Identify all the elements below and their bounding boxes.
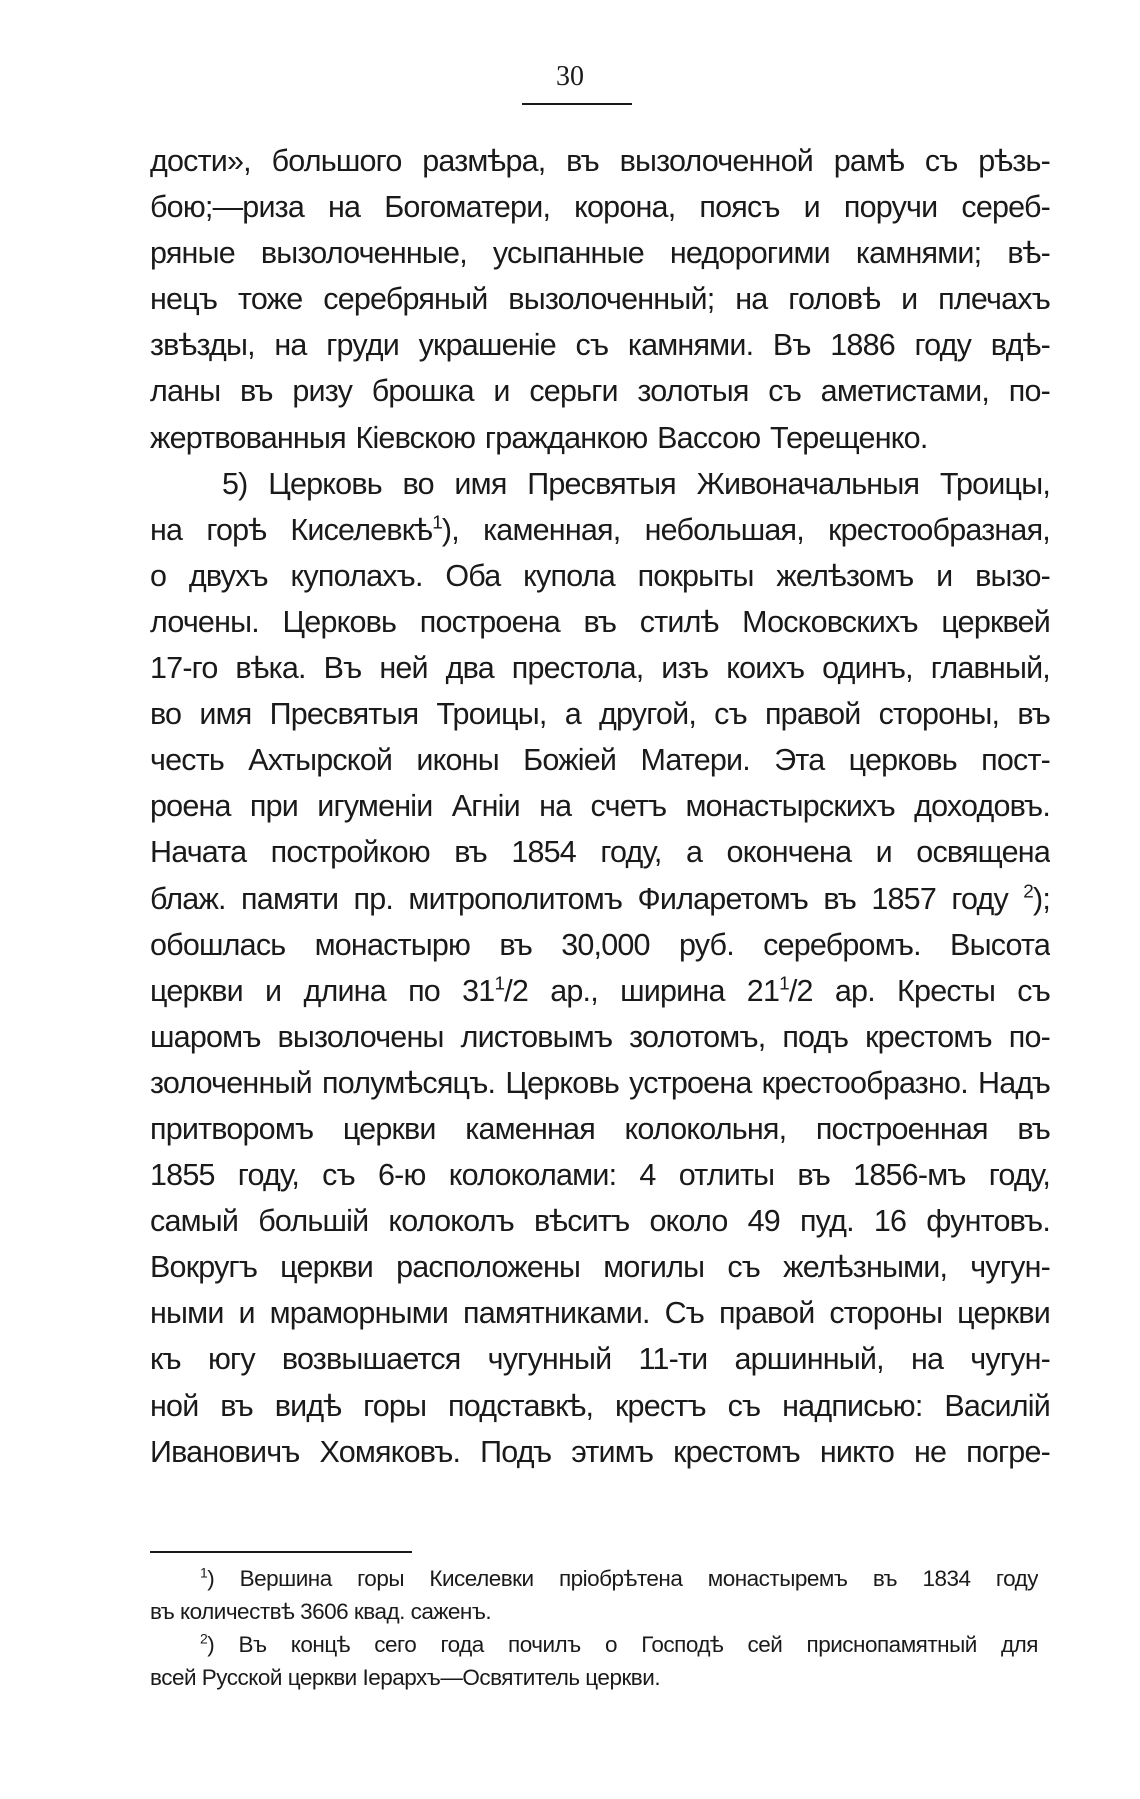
text-line: ланы въ ризу брошка и серьги золотыя съ аметистами, по-: [150, 374, 1050, 409]
text-line: звѣзды, на груди украшеніе съ камнями. Въ 1886 году вдѣ-: [150, 328, 1050, 363]
footnote-ref-2: 2: [1023, 880, 1033, 902]
text-fragment: ) Въ концѣ сего года почилъ о Господѣ сей приснопамятный для: [207, 1632, 1038, 1657]
text-line: во имя Пресвятыя Троицы, а другой, съ правой стороны, въ: [150, 697, 1050, 732]
text-line: роена при игуменіи Агніи на счетъ монастырскихъ доходовъ.: [150, 789, 1050, 824]
footnote-ref-1: 1: [432, 512, 442, 534]
text-line: бою;—риза на Богоматери, корона, поясъ и поручи сереб-: [150, 190, 1050, 225]
text-fragment: /2 ар., ширина 21: [504, 973, 780, 1008]
text-line: 5) Церковь во имя Пресвятыя Живоначальныя Троицы,: [222, 466, 1050, 501]
text-line: дости», большого размѣра, въ вызолоченной рамѣ съ рѣзь-: [150, 144, 1050, 178]
text-line: нецъ тоже серебряный вызолоченный; на головѣ и плечахъ: [150, 282, 1050, 317]
text-line: золоченный полумѣсяцъ. Церковь устроена крестообразно. Надъ: [150, 1065, 1050, 1100]
text-line: честь Ахтырской иконы Божіей Матери. Эта церковь пост-: [150, 743, 1050, 778]
text-line: [150, 968, 1050, 1014]
footnote-marker-1: 1: [200, 1564, 208, 1581]
text-line: жертвованныя Кіевскою гражданкою Вассою Терещенко.: [150, 420, 928, 455]
footnote-line: [150, 1562, 1038, 1595]
text-line: притворомъ церкви каменная колокольня, построенная въ: [150, 1111, 1050, 1146]
footnotes: [150, 1562, 1038, 1694]
text-line: обошлась монастырю въ 30,000 руб. серебромъ. Высота: [150, 927, 1050, 962]
text-line: 1855 году, съ 6-ю колоколами: 4 отлиты въ 1856-мъ году,: [150, 1158, 1050, 1193]
text-line: о двухъ куполахъ. Оба купола покрыты желѣзомъ и вызо-: [150, 558, 1050, 593]
fraction-numerator: 1: [779, 972, 789, 994]
text-fragment: /2 ар. Кресты съ: [788, 973, 1050, 1008]
page-number: 30: [556, 61, 584, 92]
text-line: 17-го вѣка. Въ ней два престола, изъ коихъ одинъ, главный,: [150, 651, 1050, 686]
text-line: къ югу возвышается чугунный 11-ти аршинный, на чугун-: [150, 1342, 1050, 1377]
footnote-rule: [150, 1551, 412, 1553]
fraction-numerator: 1: [494, 972, 505, 994]
text-fragment: ) Вершина горы Киселевки пріобрѣтена монастыремъ въ 1834 году: [207, 1566, 1038, 1591]
text-fragment: );: [1032, 881, 1050, 916]
text-line: [150, 507, 1050, 553]
text-line: лочены. Церковь построена въ стилѣ Московскихъ церквей: [150, 604, 1050, 639]
text-line: Ивановичъ Хомяковъ. Подъ этимъ крестомъ никто не погре-: [150, 1434, 1050, 1469]
text-line: [150, 876, 1050, 922]
main-text: [150, 138, 1050, 1475]
text-line: шаромъ вызолочены листовымъ золотомъ, подъ крестомъ по-: [150, 1019, 1050, 1054]
footnote-line: всей Русской церкви Іерархъ—Освятитель церкви.: [150, 1665, 661, 1690]
text-line: Вокругъ церкви расположены могилы съ желѣзными, чугун-: [150, 1250, 1050, 1285]
text-line: Начата постройкою въ 1854 году, а окончена и освящена: [150, 835, 1050, 870]
text-fragment: блаж. памяти пр. митрополитомъ Филаретомъ въ 1857 году: [150, 881, 1024, 916]
text-fragment: церкви и длина по 31: [150, 973, 495, 1008]
text-line: ряные вызолоченные, усыпанные недорогими камнями; вѣ-: [150, 236, 1050, 271]
page-number-rule: [522, 103, 632, 105]
footnote-marker-2: 2: [200, 1630, 208, 1647]
text-fragment: ), каменная, небольшая, крестообразная,: [441, 512, 1050, 547]
footnote-line: въ количествѣ 3606 квад. саженъ.: [150, 1599, 492, 1624]
text-line: самый большій колоколъ вѣситъ около 49 пуд. 16 фунтовъ.: [150, 1204, 1050, 1239]
text-fragment: на горѣ Киселевкѣ: [150, 512, 433, 547]
text-line: ной въ видѣ горы подставкѣ, крестъ съ надписью: Василій: [150, 1388, 1050, 1423]
text-line: ными и мраморными памятниками. Съ правой стороны церкви: [150, 1296, 1050, 1331]
footnote-line: [150, 1628, 1038, 1661]
